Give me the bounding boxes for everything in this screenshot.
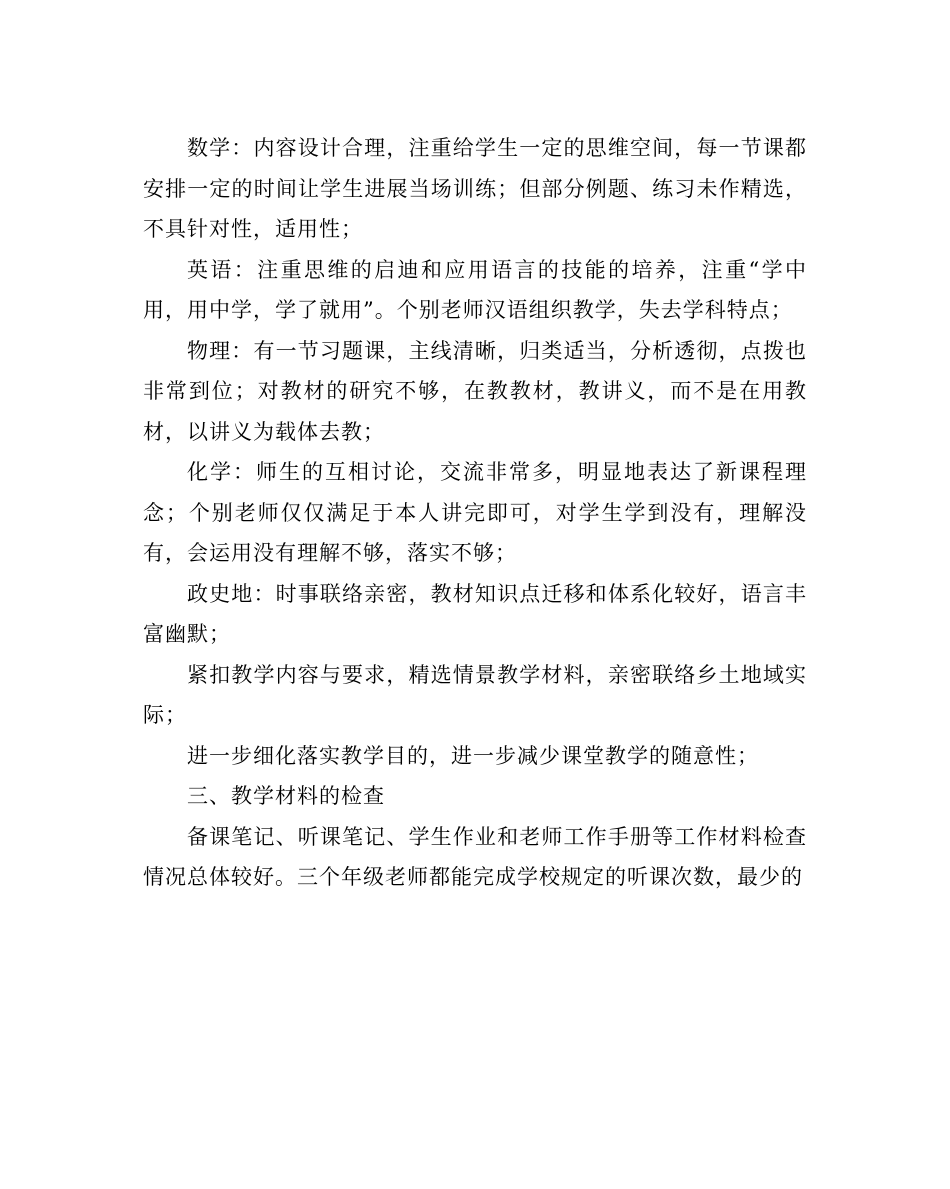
paragraph-math: 数学：内容设计合理，注重给学生一定的思维空间，每一节课都安排一定的时间让学生进展当场训练；但部分例题、练习未作精选，不具针对性，适用性； — [143, 136, 807, 241]
section-heading-material-inspection: 三、教学材料的检查 — [187, 784, 385, 808]
paragraph-physics: 物理：有一节习题课，主线清晰，归类适当，分析透彻，点拨也非常到位；对教材的研究不够，在教教材，教讲义，而不是在用教材，以讲义为载体去教； — [143, 338, 807, 444]
paragraph-teaching-materials: 紧扣教学内容与要求，精选情景教学材料，亲密联络乡土地域实际； — [143, 662, 807, 727]
paragraph-english: 英语：注重思维的启迪和应用语言的技能的培养，注重“学中用，用中学，学了就用”。个别老师汉语组织教学，失去学科特点； — [143, 257, 807, 322]
paragraph-teaching-goals: 进一步细化落实教学目的，进一步减少课堂教学的随意性； — [187, 743, 759, 768]
paragraph-chemistry: 化学：师生的互相讨论，交流非常多，明显地表达了新课程理念；个别老师仅仅满足于本人讲完即可，对学生学到没有，理解没有，会运用没有理解不够，落实不够； — [143, 460, 807, 565]
paragraph-inspection-results: 备课笔记、听课笔记、学生作业和老师工作手册等工作材料检查情况总体较好。三个年级老师都能完成学校规定的听课次数，最少的 — [143, 824, 807, 889]
paragraph-politics-history-geography: 政史地：时事联络亲密，教材知识点迁移和体系化较好，语言丰富幽默； — [143, 581, 807, 646]
document-body — [143, 128, 807, 898]
